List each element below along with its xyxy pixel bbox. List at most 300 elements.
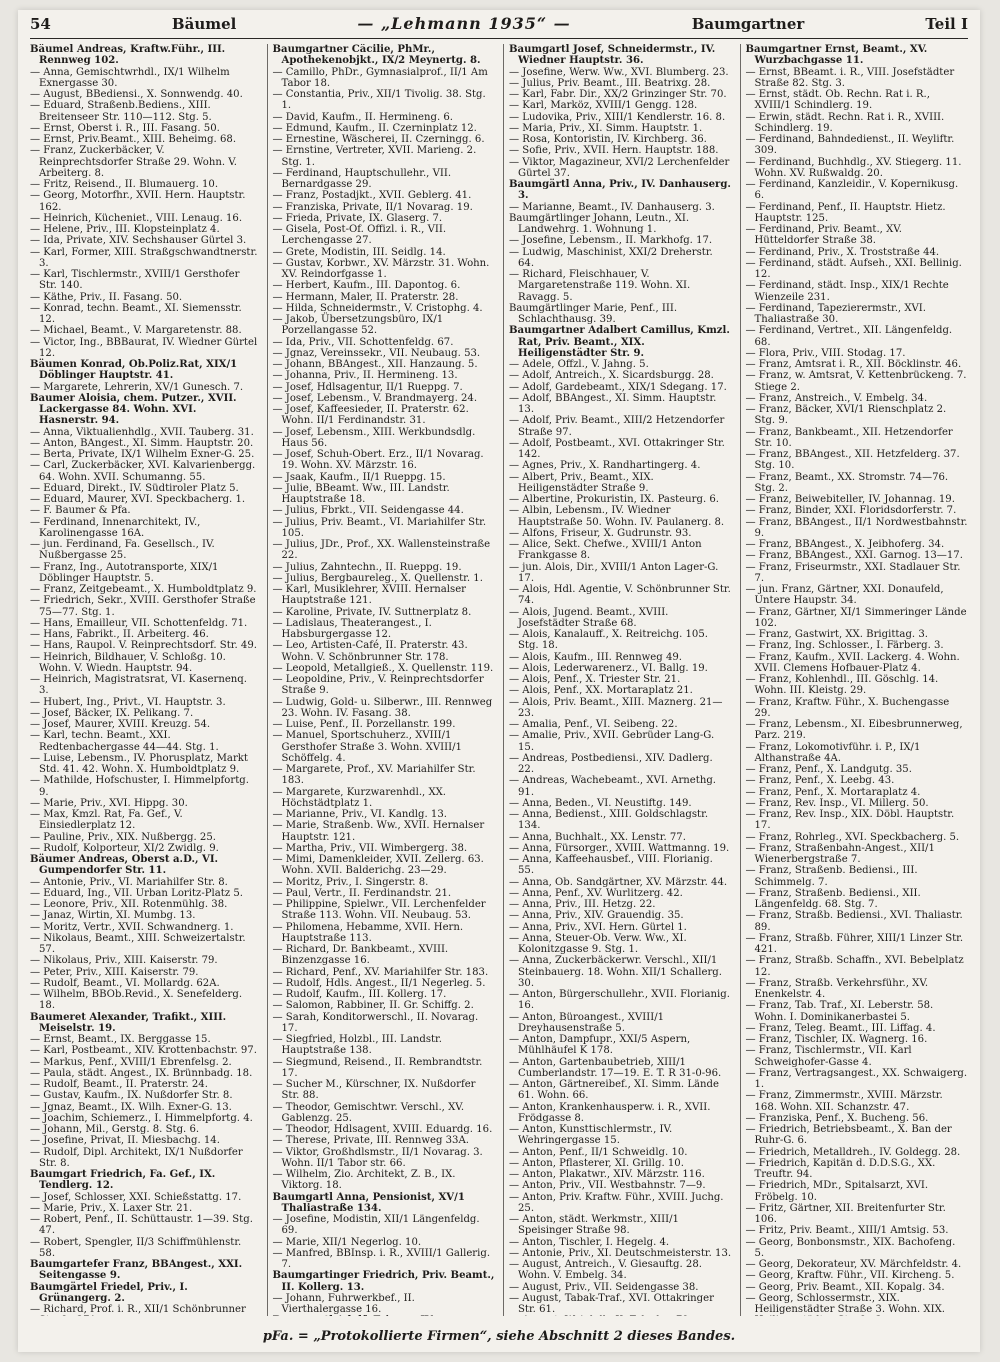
directory-entry: — David, Kaufm., II. Hermineng. 6. bbox=[272, 111, 453, 123]
directory-entry: — Hans, Fabrikt., II. Arbeiterg. 46. bbox=[30, 629, 209, 640]
directory-entry: — Anton, Krankenhausperw. i. R., XVII. Frödgasse 8. bbox=[509, 1101, 711, 1124]
surname-heading-entry: Baumgartner Cäcilie, PhMr., Apothekenobjkt., IX/2 Meynertg. 8. bbox=[272, 44, 481, 67]
directory-entry: — August, Tabak-Traf., XVI. Ottakringer Str. 61. bbox=[509, 1292, 714, 1315]
directory-entry: — Georg, Schlossermstr., XIX. Heiligenstädter Straße 3. Wohn. XIX. bbox=[745, 1292, 946, 1315]
directory-entry: — Anna, Zuckerbäckerwr. Verschl., XII/1 Steinbauerg. 18. Wohn. XII/1 Schallerg. 30. bbox=[509, 955, 722, 989]
directory-entry: — Anna, Priv., III. Hetzg. 22. bbox=[509, 899, 656, 910]
directory-entry: Baumgärtlinger Johann, Leutn., XI. Landwehrg. 1. Wohnung 1. bbox=[509, 212, 690, 235]
directory-entry: — Ferdinand, Vertret., XII. Längenfeldg. 68. bbox=[745, 325, 953, 348]
directory-entry: — Constantia, Priv., XII/1 Tivolig. 38. Stg. 1. bbox=[272, 89, 486, 112]
directory-entry: — Johann, BBAngest., XII. Hanzaung. 5. bbox=[272, 359, 478, 370]
directory-entry: — Josefine, Werw. Ww., XVI. Blumberg. 23. bbox=[509, 66, 729, 78]
directory-entry: — Leonore, Priv., XII. Rotenmühlg. 38. bbox=[30, 899, 228, 910]
directory-entry: — Adolf, BBAngest., XI. Simm. Hauptstr. 13. bbox=[509, 392, 717, 415]
directory-entry: — Rudolf, Dipl. Architekt, IX/1 Nußdorfer Str. 8. bbox=[30, 1146, 243, 1169]
directory-entry: — Rudolf, Beamt., VI. Mollardg. 62A. bbox=[30, 977, 220, 989]
surname-heading-entry: Bäumen Konrad, Ob.Poliz.Rat, XIX/1 Döblinger Hauptstr. 41. bbox=[30, 359, 238, 382]
directory-entry: — Anna, Priv., XVI. Hern. Gürtel 1. bbox=[509, 921, 687, 933]
directory-entry: — Andreas, Wachebeamt., XVI. Arnethg. 91. bbox=[509, 775, 717, 798]
directory-entry: — Alois, Penf., X. Triester Str. 21. bbox=[509, 674, 681, 685]
directory-entry: — Andreas, Postbediensi., XIV. Dadlerg. 22. bbox=[509, 752, 713, 775]
directory-entry: — Franz, Beiwebiteller, IV. Johannag. 19. bbox=[745, 494, 955, 505]
directory-entry: — Käthe, Priv., II. Fasang. 50. bbox=[30, 291, 183, 303]
surname-heading-entry: Baumgartefer Franz, BBAngest., XXI. Seitengasse 9. bbox=[30, 1259, 243, 1282]
directory-entry: — Ernestine, Wäscherei, II. Czerningg. 6. bbox=[272, 134, 485, 145]
directory-entry: — Adolf, Priv. Beamt., XIII/2 Hetzendorfer Straße 97. bbox=[509, 415, 725, 438]
directory-entry: — Julius, Fbrkt., VII. Seidengasse 44. bbox=[272, 505, 464, 517]
directory-entry: — Franz, Lebensm., XI. Eibesbrunnerweg, Parz. 219. bbox=[745, 719, 963, 742]
surname-heading-entry: Baumgartl Josef, Schneidermstr., IV. Wiedner Hauptstr. 36. bbox=[509, 44, 716, 67]
directory-entry: — Josef, Lebensm., XIII. Werkbundsdlg. Haus 56. bbox=[272, 426, 476, 449]
directory-entry: — Julius, Zahntechn., II. Rueppg. 19. bbox=[272, 561, 462, 573]
directory-entry: — Johann, Fuhrwerkbef., II. Vierthalergasse 16. bbox=[272, 1292, 415, 1315]
directory-entry: — Amalie, Priv., XVII. Gebrüder Lang-G. 15. bbox=[509, 730, 715, 753]
directory-entry: — Alois, Priv. Beamt., XIII. Maznerg. 21—23. bbox=[509, 696, 723, 719]
directory-entry: — Marie, Straßenb. Ww., XVII. Hernalser Hauptstr. 121. bbox=[272, 820, 485, 843]
directory-entry: — Rudolf, Kaufm., III. Kollerg. 17. bbox=[272, 989, 447, 1000]
directory-entry: — Anna, Buchhalt., XX. Lenstr. 77. bbox=[509, 831, 686, 843]
directory-entry: — Sarah, Konditorwerschl., II. Novarag. 17. bbox=[272, 1011, 479, 1034]
directory-entry: — Franz, Straßb. Schaffn., XVI. Bebelplatz 12. bbox=[745, 955, 964, 978]
directory-entry: — Berta, Private, IX/1 Wilhelm Exner-G. 25. bbox=[30, 449, 255, 460]
directory-entry: — August, Priv., VII. Seidengasse 38. bbox=[509, 1281, 699, 1293]
directory-entry: — Therese, Private, III. Rennweg 33A. bbox=[272, 1135, 469, 1147]
directory-entry: — Adolf, Antreich., X. Sicardsburgg. 28. bbox=[509, 370, 714, 382]
directory-entry: — Ferdinand, Tapezierermstr., XVI. Thaliastraße 30. bbox=[745, 302, 927, 325]
directory-entry: — Josefine, Privat, II. Miesbachg. 14. bbox=[30, 1135, 220, 1147]
directory-entry: — Theodor, Gemischtwr. Verschl., XV. Gablenzg. 25. bbox=[272, 1101, 465, 1124]
directory-entry: — Anna, Priv., XIV. Grauendig. 35. bbox=[509, 910, 684, 922]
directory-entry: — Adolf, Gardebeamt., XIX/1 Sdegang. 17. bbox=[509, 381, 727, 393]
directory-entry: — Viktor, Großhdlsmstr., II/1 Novarag. 3. Wohn. II/1 Tabor str. 66. bbox=[272, 1146, 483, 1169]
directory-entry: — Josef, Bäcker, IX. Pelikang. 7. bbox=[30, 707, 194, 719]
directory-entry: — Josef, Hdlsagentur, II/1 Rueppg. 7. bbox=[272, 381, 463, 393]
directory-entry: — Mathilde, Hofschuster, I. Himmelpfortg. 9. bbox=[30, 775, 249, 798]
directory-entry: — Leo, Artisten-Café, II. Praterstr. 43. Wohn. V. Schönbrunner Str. 178. bbox=[272, 640, 468, 663]
directory-entry: — Anton, Gärtnereibef., XI. Simm. Lände 61. Wohn. 66. bbox=[509, 1079, 719, 1102]
directory-entry: — Wilhelm, BBOb.Revid., X. Senefelderg. 18. bbox=[30, 989, 243, 1012]
directory-entry: — Franz, Penf., X. Landgutg. 35. bbox=[745, 764, 912, 775]
directory-entry: — Ferdinand, Priv., X. Troststraße 44. bbox=[745, 246, 940, 258]
directory-entry: — jun. Ferdinand, Fa. Gesellsch., IV. Nußbergasse 25. bbox=[30, 539, 215, 562]
directory-entry: — Leopoldine, Priv., V. Reinprechtsdorfer Straße 9. bbox=[272, 674, 484, 697]
directory-entry: — Ferdinand, Bahndedienst., II. Weyliftr. 309. bbox=[745, 134, 955, 157]
directory-entry: — Franz, Friseurmstr., XXI. Stadlauer Str. 7. bbox=[745, 561, 961, 584]
directory-entry: — Luise, Penf., II. Porzellanstr. 199. bbox=[272, 719, 456, 730]
directory-entry: — Anton, Büroangest., XVIII/1 Dreyhausenstraße 5. bbox=[509, 1011, 665, 1034]
directory-entry: — Manuel, Sportschuherz., XVIII/1 Gersthofer Straße 3. Wohn. XVIII/1 Schöffelg. 4. bbox=[272, 730, 462, 764]
surname-heading-entry: Bäumel Andreas, Kraftw.Führ., III. Rennweg 102. bbox=[30, 44, 226, 67]
directory-entry: — Anton, Dampfupr., XXI/5 Aspern, Mühlhäufel K 178. bbox=[509, 1034, 691, 1057]
directory-entry: — Ferdinand, Penf., II. Hauptstr. Hietz. Hauptstr. 125. bbox=[745, 201, 946, 224]
directory-entry: — Franz, Rev. Insp., VI. Millerg. 50. bbox=[745, 797, 929, 809]
directory-entry: — Paul, Vertr., II. Ferdinandstr. 21. bbox=[272, 887, 452, 899]
directory-entry: — Anna, Viktualienhdlg., XVII. Tauberg. 31. bbox=[30, 426, 254, 438]
directory-entry: — Nikolaus, Beamt., XIII. Schweizertalstr. 57. bbox=[30, 932, 246, 955]
directory-entry: — Anna, Steuer-Ob. Verw. Ww., XI. Kolonitzgasse 9. Stg. 1. bbox=[509, 932, 687, 955]
column-3 bbox=[503, 44, 732, 1316]
directory-entry: — Franz, Beamt., XX. Stromstr. 74—76. Stg. 2. bbox=[745, 471, 949, 494]
directory-entry: — Albin, Lebensm., IV. Wiedner Hauptstraße 50. Wohn. IV. Paulanerg. 8. bbox=[509, 505, 725, 528]
page-header bbox=[30, 14, 968, 39]
directory-entry: — Franz, Postadjkt., XVII. Geblerg. 41. bbox=[272, 190, 472, 202]
page-title: — „Lehmann 1935“ — bbox=[357, 14, 571, 33]
directory-entry: — Jsaak, Kaufm., II/1 Rueppg. 15. bbox=[272, 471, 446, 483]
directory-entry: — Siegmund, Reisend., II. Rembrandtstr. 17. bbox=[272, 1056, 483, 1079]
directory-entry: — Marie, Priv., X. Laxer Str. 21. bbox=[30, 1202, 193, 1214]
page-footer-note: pFa. = „Protokollierte Firmen“, siehe Abschnitt 2 dieses Bandes. bbox=[262, 1329, 736, 1344]
directory-entry: — Karl, Former, XIII. Straßgschwandtnerstr. 3. bbox=[30, 246, 258, 269]
directory-entry: — Ida, Priv., VII. Schottenfeldg. 67. bbox=[272, 336, 454, 348]
surname-heading-entry: Baumgartner Adalbert Camillus, Kmzl. Rat, Priv. Beamt., XIX. Heiligenstädter Str. 9. bbox=[509, 325, 730, 359]
directory-entry: — Anton, Bürgerschullehr., XVII. Florianig. 16. bbox=[509, 989, 730, 1012]
directory-entry: — Antonie, Priv., XI. Deutschmeisterstr. 13. bbox=[509, 1247, 732, 1259]
directory-entry: — Albert, Priv., Beamt., XIX. Heiligenstädter Straße 9. bbox=[509, 471, 654, 494]
directory-entry: — Eduard, Ing., VII. Urban Loritz-Platz 5. bbox=[30, 887, 243, 899]
directory-entry: — Wilhelm, Zio. Architekt, Z. B., IX. Viktorg. 18. bbox=[272, 1169, 456, 1192]
directory-entry: — Ferdinand, Innenarchitekt, IV., Karolinengasse 16A. bbox=[30, 516, 201, 539]
directory-entry: — F. Baumer & Pfa. bbox=[30, 505, 131, 517]
directory-entry: — Franz, Straßb. Verkehrsführ., XV. Enenkelstr. 4. bbox=[745, 977, 929, 1000]
directory-entry: — Alois, Jugend. Beamt., XVIII. Josefstädter Straße 68. bbox=[509, 606, 669, 629]
directory-entry: — Ernst, Priv.Beamt., XIII. Beheimg. 68. bbox=[30, 134, 237, 145]
directory-entry: — Franz, Gastwirt, XX. Brigittag. 3. bbox=[745, 629, 928, 640]
directory-entry: — Adolf, Postbeamt., XVI. Ottakringer Str. 142. bbox=[509, 437, 725, 460]
directory-entry: — Janaz, Wirtin, XI. Mumbg. 13. bbox=[30, 910, 196, 922]
directory-entry: — Franz, Kohlenhdl., III. Göschlg. 14. Wohn. III. Kleistg. 29. bbox=[745, 674, 939, 697]
directory-entry: — Josef, Lebensm., V. Brandmayerg. 24. bbox=[272, 392, 478, 404]
directory-entry: — Anton, Plakatwr., XIV. Märzstr. 116. bbox=[509, 1169, 705, 1180]
directory-entry: — Julie, BBeamt. Ww., III. Landstr. Hauptstraße 18. bbox=[272, 482, 450, 505]
directory-entry: — Michael, Beamt., V. Margaretenstr. 88. bbox=[30, 325, 242, 337]
directory-entry: — Friedrich, Betriebsbeamt., X. Ban der Ruhr-G. 6. bbox=[745, 1124, 952, 1147]
directory-entry: — Karl, Tischlermstr., XVIII/1 Gersthofer Str. 140. bbox=[30, 269, 240, 292]
surname-heading-entry: Baumer Aloisia, chem. Putzer., XVII. Lackergasse 84. Wohn. XVI. Hasnerstr. 94. bbox=[30, 392, 237, 427]
directory-entry: — Franz, Teleg. Beamt., III. Liffag. 4. bbox=[745, 1022, 936, 1034]
directory-entry: — Friedrich, Metalldreh., IV. Goldegg. 28. bbox=[745, 1146, 961, 1158]
directory-entry: — Richard, Fleischhauer, V. Margaretenstraße 119. Wohn. XI. Ravagg. 5. bbox=[509, 269, 691, 303]
directory-entry: — Franz, Anstreich., V. Embelg. 34. bbox=[745, 392, 928, 404]
directory-entry: — Franz, Vertragsangest., XX. Schwaigerg. 1. bbox=[745, 1067, 968, 1090]
directory-entry: — Hans, Raupol. V. Reinprechtsdorf. Str. 49. bbox=[30, 640, 257, 652]
directory-entry: — Agnes, Priv., X. Randhartingerg. 4. bbox=[509, 460, 701, 472]
directory-entry: — Alois, Penf., XX. Mortaraplatz 21. bbox=[509, 685, 693, 697]
directory-entry: — Franz, Tischlermstr., VII. Karl Schweighofer-Gasse 4. bbox=[745, 1045, 912, 1068]
directory-entry: — Ernstine, Vertreter, XVII. Marieng. 2. Stg. 1. bbox=[272, 145, 477, 168]
directory-entry: — Anton, städt. Werkmstr., XIII/1 Speisinger Straße 98. bbox=[509, 1214, 679, 1237]
directory-entry: — Franz, Straßenb. Bediensi., XII. Längenfeldg. 68. Stg. 7. bbox=[745, 887, 921, 910]
directory-entry: — Friedrich, Kapitän d. D.D.S.G., XX. Treuftr. 94. bbox=[745, 1157, 936, 1180]
surname-heading-entry: Baumeret Alexander, Trafikt., XIII. Meiselstr. 19. bbox=[30, 1011, 227, 1034]
header-left-word: Bäumel bbox=[171, 15, 237, 33]
directory-entry: — Albertine, Prokuristin, IX. Pasteurg. 6. bbox=[509, 494, 719, 505]
directory-entry bbox=[509, 1315, 732, 1316]
directory-entry: — Franz, Straßenbahn-Angest., XII/1 Wienerbergstraße 7. bbox=[745, 842, 935, 865]
directory-entry: — Franz, Straßenb. Bediensi., III. Schimmelg. 7. bbox=[745, 865, 918, 888]
directory-entry: — Franz, BBAngest., II/1 Nordwestbahnstr. 9. bbox=[745, 516, 968, 539]
directory-entry: — Karl, Musiklehrer, XVIII. Hernalser Hauptstraße 121. bbox=[272, 584, 467, 607]
directory-entry: — Alice, Sekt. Chefwe., XVIII/1 Anton Frankgasse 8. bbox=[509, 539, 702, 562]
directory-entry: — Leopold, Metallgieß., X. Quellenstr. 119. bbox=[272, 662, 494, 674]
directory-entry: — Grete, Modistin, III. Seidlg. 14. bbox=[272, 246, 446, 258]
directory-entry: — Salomon, Rabbiner, II. Gr. Schiffg. 2. bbox=[272, 1000, 474, 1012]
directory-entry: — Franz, BBAngest., XII. Hetzfelderg. 37. Stg. 10. bbox=[745, 449, 960, 472]
directory-entry: — Anton, Pflasterer, XI. Grillg. 10. bbox=[509, 1157, 684, 1169]
directory-entry: — Marianne, Priv., VI. Kandlg. 13. bbox=[272, 809, 447, 820]
directory-entry: — Maria, Priv., XI. Simm. Hauptstr. 1. bbox=[509, 122, 703, 134]
directory-entry: — Peter, Priv., XIII. Kaiserstr. 79. bbox=[30, 966, 199, 978]
directory-entry: — Paula, städt. Angest., IX. Brünnbadg. 18. bbox=[30, 1067, 253, 1079]
directory-entry: — Karl, Marköz, XVIII/1 Gengg. 128. bbox=[509, 100, 698, 112]
directory-entry: — Anna, Fürsorger., XVIII. Wattmanng. 19. bbox=[509, 842, 730, 854]
directory-entry: — Eduard, Maurer, XVI. Speckbacherg. 1. bbox=[30, 494, 246, 505]
directory-entry: — Franz, Ing. Schlosser., I. Färberg. 3. bbox=[745, 640, 944, 652]
directory-entry: — Anton, Priv., VII. Westbahnstr. 7—9. bbox=[509, 1180, 706, 1192]
directory-entry: — Rosa, Kontoristin, IV. Kirchberg. 36. bbox=[509, 134, 707, 145]
directory-entry: — Julius, JDr., Prof., XX. Wallensteinstraße 22. bbox=[272, 539, 491, 562]
directory-entry: — Josefine, Modistin, XII/1 Längenfeldg. 69. bbox=[272, 1214, 480, 1237]
directory-entry: Baumgärtlinger Marie, Penf., III. Schlachthausg. 39. bbox=[509, 302, 678, 325]
directory-entry: — Franziska, Private, II/1 Novarag. 19. bbox=[272, 201, 473, 213]
directory-entry: — Anna, Kaffeehausbef., VIII. Florianig. 55. bbox=[509, 854, 713, 877]
directory-entry: — Fritz, Reisend., II. Blumauerg. 10. bbox=[30, 179, 219, 190]
directory-entry: — Heinrich, Magistratsrat, VI. Kasernenq. 3. bbox=[30, 674, 247, 697]
entry-columns bbox=[30, 44, 968, 1316]
directory-entry: — Manfred, BBInsp. i. R., XVIII/1 Gallerig. 7. bbox=[272, 1247, 491, 1270]
directory-entry: — Max, Kmzl. Rat, Fa. Gef., V. Einsiedlerplatz 12. bbox=[30, 809, 183, 832]
directory-entry: — Josef, Kaffeesieder, II. Praterstr. 62. Wohn. II/1 Ferdinandstr. 31. bbox=[272, 404, 469, 427]
directory-entry: — Franz, Rohrleg., XVI. Speckbacherg. 5. bbox=[745, 831, 960, 843]
directory-entry: — Ludwig, Gold- u. Silberwr., III. Rennweg 23. Wohn. IV. Fasang. 38. bbox=[272, 696, 493, 719]
directory-entry: — Anton, Tischler, I. Hegelg. 4. bbox=[509, 1236, 670, 1248]
directory-entry: — Ida, Private, XIV. Sechshauser Gürtel 3. bbox=[30, 235, 247, 247]
directory-entry: — Anna, Beden., VI. Neustiftg. 149. bbox=[509, 797, 692, 809]
directory-entry: — Moritz, Vertr., XVII. Schwandnerg. 1. bbox=[30, 921, 234, 933]
directory-entry: — Konrad, techn. Beamt., XI. Siemensstr. 12. bbox=[30, 302, 242, 325]
directory-entry: — Carl, Zuckerbäcker, XVI. Kalvarienbergg. 64. Wohn. XVII. Schumanng. 55. bbox=[30, 460, 256, 483]
directory-entry: — Karl, Fabr. Dir., XX/2 Grinzinger Str. 70. bbox=[509, 89, 727, 100]
directory-entry: — Heinrich, Bildhauer, V. Schloßg. 10. Wohn. V. Wiedn. Hauptstr. 94. bbox=[30, 651, 226, 674]
directory-entry: — Joachim, Schiemerz., I. Himmelpfortg. 4. bbox=[30, 1112, 253, 1124]
directory-entry: — Victor, Ing., BBBaurat, IV. Wiedner Gürtel 12. bbox=[30, 336, 258, 359]
directory-entry: — Siegfried, Holzbl., III. Landstr. Hauptstraße 138. bbox=[272, 1034, 442, 1057]
directory-entry: — Sofie, Priv., XVII. Hern. Hauptstr. 188. bbox=[509, 145, 719, 157]
surname-heading-entry: Baumgartinger Friedrich, Priv. Beamt., II. Kollerg. 13. bbox=[272, 1270, 495, 1293]
directory-entry: — Friedrich, MDr., Spitalsarzt, XVI. Fröbelg. 10. bbox=[745, 1180, 929, 1203]
directory-entry: — Franz, Rev. Insp., XIX. Döbl. Hauptstr. 17. bbox=[745, 809, 955, 832]
directory-entry: — Franz, Tab. Traf., XI. Leberstr. 58. Wohn. I. Dominikanerbastei 5. bbox=[745, 1000, 934, 1023]
surname-heading-entry: Bäumer Andreas, Oberst a.D., VI. Gumpendorfer Str. 11. bbox=[30, 854, 219, 877]
part-label: Teil I bbox=[925, 15, 968, 33]
surname-heading-entry: Baumgartl Anna, Pensionist, XV/1 Thaliastraße 134. bbox=[272, 1191, 465, 1214]
directory-entry: — Alois, Lederwarenerz., VI. Ballg. 19. bbox=[509, 662, 708, 674]
directory-entry: — Ernst, BBeamt. i. R., VIII. Josefstädter Straße 82. Stg. 3. bbox=[745, 66, 955, 89]
directory-entry: — Franz, Binder, XXI. Floridsdorferstr. 7. bbox=[745, 505, 957, 517]
directory-entry: — Philomena, Hebamme, XVII. Hern. Hauptstraße 113. bbox=[272, 921, 464, 944]
directory-entry: — Rudolf, Hdls. Angest., II/1 Negerleg. 5. bbox=[272, 977, 486, 989]
directory-entry: — Josefine, Lebensm., II. Markhofg. 17. bbox=[509, 235, 713, 247]
directory-entry: — Robert, Penf., II. Schüttaustr. 1—39. Stg. 47. bbox=[30, 1214, 253, 1237]
directory-entry: — Anton, BAngest., XI. Simm. Hauptstr. 20. bbox=[30, 437, 254, 449]
directory-entry: — Moritz, Priv., I. Singerstr. 8. bbox=[272, 876, 429, 888]
column-2 bbox=[267, 44, 496, 1316]
page-number: 54 bbox=[30, 15, 51, 33]
directory-entry: — Eduard, Straßenb.Bediens., XIII. Breitenseer Str. 110—112. Stg. 5. bbox=[30, 100, 212, 123]
directory-entry: — Margarete, Prof., XV. Mariahilfer Str. 183. bbox=[272, 764, 476, 787]
directory-entry: — Fritz, Gärtner, XII. Breitenfurter Str. 106. bbox=[745, 1202, 946, 1225]
directory-entry: — Ludwig, Maschinist, XXI/2 Dreherstr. 64. bbox=[509, 246, 713, 269]
directory-entry: — Jgnaz, Vereinssekr., VII. Neubaug. 53. bbox=[272, 347, 481, 359]
directory-entry: — Ferdinand, städt. Aufseh., XXI. Bellinig. 12. bbox=[745, 257, 962, 280]
directory-entry: — Alfons, Friseur, X. Gudrunstr. 93. bbox=[509, 527, 692, 539]
directory-entry: — Julius, Priv. Beamt., VI. Mariahilfer Str. 105. bbox=[272, 516, 487, 539]
directory-entry: — Martha, Priv., VII. Wimbergerg. 38. bbox=[272, 842, 468, 854]
directory-entry: — Fritz, Priv. Beamt., XIII/1 Amtsig. 53. bbox=[745, 1225, 949, 1237]
directory-entry: — jun. Franz, Gärtner, XXI. Donaufeld, Untere Haupstr. 34. bbox=[745, 584, 944, 607]
directory-entry: — Ladislaus, Theaterangest., I. Habsburgergasse 12. bbox=[272, 617, 432, 640]
directory-entry: — Marie, XII/1 Negerlog. 10. bbox=[272, 1236, 422, 1248]
directory-entry: — Franz, w. Amtsrat, V. Kettenbrückeng. 7. Stiege 2. bbox=[745, 370, 967, 393]
directory-entry: — Jgnaz, Beamt., IX. Wilh. Exner-G. 13. bbox=[30, 1101, 232, 1113]
directory-entry: — Alois, Kanalauff., X. Reitreichg. 105. Stg. 18. bbox=[509, 629, 708, 652]
directory-entry: — Johanna, Priv., II. Hermineng. 13. bbox=[272, 370, 458, 382]
directory-entry: — Amalia, Penf., VI. Seibeng. 22. bbox=[509, 719, 678, 730]
directory-entry: — Franz, Bäcker, XVI/1 Rienschplatz 2. Stg. 9. bbox=[745, 404, 947, 427]
directory-entry: — Franz, Bankbeamt., XII. Hetzendorfer Str. 10. bbox=[745, 426, 953, 449]
header-right-word: Baumgartner bbox=[691, 15, 805, 33]
surname-heading-entry bbox=[273, 1315, 496, 1316]
directory-entry: — Anton, Priv. Kraftw. Führ., XVIII. Juchg. 25. bbox=[509, 1191, 724, 1214]
directory-entry: — Josef, Schlosser, XXI. Schießstattg. 17. bbox=[30, 1191, 242, 1203]
directory-entry: — Ludovika, Priv., XIII/1 Kendlerstr. 16. 8. bbox=[509, 111, 726, 123]
column-1 bbox=[30, 44, 259, 1316]
directory-entry: — Hilda, Schneidermstr., V. Cristophg. 4. bbox=[272, 302, 483, 314]
surname-heading-entry: Baumgartner Ernst, Beamt., XV. Wurzbachgasse 11. bbox=[745, 44, 928, 67]
directory-entry: — August, BBediensi., X. Sonnwendg. 40. bbox=[30, 89, 243, 100]
directory-entry: — Franz, Gärtner, XI/1 Simmeringer Lände 102. bbox=[745, 606, 967, 629]
directory-entry: — Hubert, Ing., Privt., VI. Hauptstr. 3. bbox=[30, 696, 226, 708]
directory-entry: — Rudolf, Kolporteur, XI/2 Zwidlg. 9. bbox=[30, 842, 219, 854]
directory-entry: — Heinrich, Kücheniet., VIII. Lenaug. 16. bbox=[30, 212, 243, 224]
directory-entry: — Josef, Maurer, XVIII. Kreuzg. 54. bbox=[30, 719, 211, 730]
directory-entry: — Margarete, Lehrerin, XV/1 Gunesch. 7. bbox=[30, 381, 244, 393]
directory-entry: — Franz, Kaufm., XVII. Lackerg. 4. Wohn. XVII. Clemens Hofbauer-Platz 4. bbox=[745, 651, 960, 674]
directory-entry: — Julius, Bergbaureleg., X. Quellenstr. 1. bbox=[272, 572, 483, 584]
surname-heading-entry: Baumgärtl Anna, Priv., IV. Danhauserg. 3. bbox=[509, 179, 731, 202]
directory-entry: — Anna, Gemischtwrhdl., IX/1 Wilhelm Exnergasse 30. bbox=[30, 66, 230, 89]
directory-entry: — Alois, Hdl. Agentie, V. Schönbrunner Str. 74. bbox=[509, 584, 731, 607]
directory-entry: — Hermann, Maler, II. Praterstr. 28. bbox=[272, 291, 459, 303]
directory-entry: — Marianne, Beamt., IV. Danhauserg. 3. bbox=[509, 201, 715, 213]
directory-entry: — Herbert, Kaufm., III. Dapontog. 6. bbox=[272, 280, 461, 292]
directory-entry: — Hans, Emailleur, VII. Schottenfeldg. 71. bbox=[30, 617, 248, 629]
directory-entry: — Philippine, Spielwr., VII. Lerchenfelder Straße 113. Wohn. VII. Neubaug. 53. bbox=[272, 899, 486, 922]
directory-entry: — Viktor, Magazineur, XVI/2 Lerchenfelder Gürtel 37. bbox=[509, 156, 730, 179]
directory-entry: — Franz, Straßb. Bediensi., XVI. Thaliastr. 89. bbox=[745, 910, 963, 933]
directory-entry: — Marie, Priv., XVI. Hippg. 30. bbox=[30, 797, 188, 809]
directory-entry: — Anton, Gartenbaubetrieb, XIII/1 Cumberlandstr. 17—19. E. T. R 31-0-96. bbox=[509, 1056, 722, 1079]
directory-entry: — Franz, Penf., X. Mortaraplatz 4. bbox=[745, 786, 921, 798]
directory-entry: — Georg, Dekorateur, XV. Märchfeldstr. 4. bbox=[745, 1259, 962, 1270]
directory-entry: — Antonie, Priv., VI. Mariahilfer Str. 8. bbox=[30, 876, 228, 888]
directory-entry: — Anton, Penf., II/1 Schweidlg. 10. bbox=[509, 1146, 688, 1158]
directory-entry: — Georg, Priv. Beamt., XII. Kopalg. 34. bbox=[745, 1281, 945, 1293]
directory-entry: — Anna, Penf., XV. Wurlitzerg. 42. bbox=[509, 887, 683, 899]
directory-entry: — Erwin, städt. Rechn. Rat i. R., XVIII. Schindlerg. 19. bbox=[745, 111, 945, 134]
directory-entry: — Ferdinand, Kanzleidir., V. Kopernikusg. 6. bbox=[745, 179, 959, 202]
directory-entry: — Richard, Dr. Bankbeamt., XVIII. Binzenzgasse 16. bbox=[272, 944, 449, 967]
directory-entry: — Karl, Postbeamt., XIV. Krottenbachstr. 97. bbox=[30, 1045, 257, 1057]
directory-entry: — Franz, BBAngest., XXI. Garnog. 13—17. bbox=[745, 550, 963, 562]
directory-entry: — Georg, Bonbonsmstr., XIX. Bachofeng. 5. bbox=[745, 1236, 956, 1259]
directory-entry: — Alois, Kaufm., III. Rennweg 49. bbox=[509, 651, 683, 663]
directory-entry: — Ferdinand, Priv. Beamt., XV. Hütteldorfer Straße 38. bbox=[745, 224, 902, 247]
directory-entry: — Franz, Penf., X. Leebg. 43. bbox=[745, 775, 895, 787]
directory-entry: — Ernst, Oberst i. R., III. Fasang. 50. bbox=[30, 122, 220, 134]
directory-entry: — Margarete, Kurzwarenhdl., XX. Höchstädtplatz 1. bbox=[272, 786, 447, 809]
directory-entry: — Camillo, PhDr., Gymnasialprof., II/1 Am Tabor 18. bbox=[272, 66, 488, 89]
directory-entry: — Franz, Amtsrat i. R., XII. Böcklinstr. 46. bbox=[745, 359, 962, 370]
directory-entry: — Mimi, Damenkleider, XVII. Zellerg. 63. Wohn. XVII. Balderichg. 23—29. bbox=[272, 854, 484, 877]
directory-entry: — Franz, Tischler, IX. Wagnerg. 16. bbox=[745, 1034, 928, 1045]
directory-entry: — Frieda, Private, IX. Glaserg. 7. bbox=[272, 212, 443, 224]
directory-entry: — Friedrich, Sekr., XVIII. Gersthofer Straße 75—77. Stg. 1. bbox=[30, 595, 256, 618]
directory-entry: — Gustav, Korbwr., XV. Märzstr. 31. Wohn. XV. Reindorfgasse 1. bbox=[272, 257, 490, 280]
surname-heading-entry: Baumgart Friedrich, Fa. Gef., IX. Tendlerg. 12. bbox=[30, 1169, 216, 1192]
directory-entry: — August, Antreich., V. Giesauftg. 28. Wohn. V. Embelg. 34. bbox=[509, 1259, 702, 1282]
surname-heading-entry: Baumgärtel Friedel, Priv., I. Grünangerg. 2. bbox=[30, 1281, 188, 1304]
directory-page bbox=[18, 10, 980, 1352]
directory-entry: — Anton, Kunsttischlermstr., IV. Wehringergasse 15. bbox=[509, 1124, 673, 1147]
directory-entry: — Ferdinand, städt. Insp., XIX/1 Rechte Wienzeile 231. bbox=[745, 280, 949, 303]
directory-entry: — Nikolaus, Priv., XIII. Kaiserstr. 79. bbox=[30, 955, 218, 967]
directory-entry: — Anna, Bedienst., XIII. Goldschlagstr. 134. bbox=[509, 809, 709, 832]
directory-entry: — Josef, Schuh-Obert. Erz., II/1 Novarag. 19. Wohn. XV. Märzstr. 16. bbox=[272, 449, 484, 472]
directory-entry: — Luise, Lebensm., IV. Phorusplatz, Markt Std. 41. 42. Wohn. X. Humboldtplatz 9. bbox=[30, 752, 248, 775]
directory-entry: — Gisela, Post-Of. Offizl. i. R., VII. Lerchengasse 27. bbox=[272, 224, 447, 247]
directory-entry: — Eduard, Direkt., IV. Südtiroler Platz 5. bbox=[30, 482, 239, 494]
directory-entry: — jun. Alois, Dir., XVIII/1 Anton Lager-G. 17. bbox=[509, 561, 719, 584]
directory-entry: — Anna, Ob. Sandgärtner, XV. Märzstr. 44. bbox=[509, 876, 728, 888]
directory-entry: — Edmund, Kaufm., II. Czerninplatz 12. bbox=[272, 122, 477, 134]
directory-entry: — Robert, Spengler, II/3 Schiffmühlenstr. 58. bbox=[30, 1236, 242, 1259]
directory-entry: — Adele, Offzl., V. Jahng. 5. bbox=[509, 359, 649, 370]
directory-entry: — Gustav, Kaufm., IX. Nußdorfer Str. 8. bbox=[30, 1090, 233, 1102]
directory-entry: — Ernst, Beamt., IX. Berggasse 15. bbox=[30, 1034, 211, 1045]
directory-entry: — Markus, Penf., XVIII/1 Ebrenfelsg. 2. bbox=[30, 1056, 232, 1068]
directory-entry: — Helene, Priv., III. Klopsteinplatz 4. bbox=[30, 224, 220, 235]
directory-entry: — Ernst, städt. Ob. Rechn. Rat i. R., XVIII/1 Schindlerg. 19. bbox=[745, 89, 930, 112]
directory-entry: — Franz, Zuckerbäcker, V. Reinprechtsdorfer Straße 29. Wohn. V. Arbeiterg. 8. bbox=[30, 145, 237, 179]
directory-entry: — Franziska, Penf., X. Bucheng. 56. bbox=[745, 1112, 929, 1124]
directory-entry: — Franz, BBAngest., X. Jeibhoferg. 34. bbox=[745, 539, 945, 550]
directory-entry: — Richard, Prof. i. R., XII/1 Schönbrunner bbox=[30, 1304, 246, 1315]
directory-entry: — Jakob, Übersetzungsbüro, IX/1 Porzellangasse 52. bbox=[272, 314, 444, 337]
directory-entry: — Karoline, Private, IV. Suttnerplatz 8. bbox=[272, 606, 472, 618]
directory-entry: — Franz, Straßb. Führer, XIII/1 Linzer Str. 421. bbox=[745, 932, 964, 955]
directory-entry: — Franz, Ing., Autotransporte, XIX/1 Döblinger Hauptstr. 5. bbox=[30, 561, 219, 584]
directory-entry: — Rudolf, Beamt., II. Praterstr. 24. bbox=[30, 1079, 208, 1090]
directory-entry: — Richard, Penf., XV. Mariahilfer Str. 183. bbox=[272, 966, 489, 978]
directory-entry: — Franz, Zimmermstr., XVIII. Märzstr. 168. Wohn. XII. Schanzstr. 47. bbox=[745, 1090, 943, 1113]
directory-entry: — Johann, Mil., Gerstg. 8. Stg. 6. bbox=[30, 1124, 200, 1135]
directory-entry: — Ferdinand, Buchhdlg., XV. Stiegerg. 11. Wohn. XV. Rußwaldg. 20. bbox=[745, 156, 962, 179]
directory-entry: — Julius, Priv. Beamt., III. Beatrixg. 28. bbox=[509, 77, 711, 89]
directory-entry: — Pauline, Priv., XIX. Nußbergg. 25. bbox=[30, 831, 216, 843]
column-4 bbox=[740, 44, 969, 1316]
directory-entry: — Franz, Zeitgebeamt., X. Humboldtplatz 9. bbox=[30, 584, 257, 595]
directory-entry: — Franz, Lokomotivführ. i. P., IX/1 Althanstraße 4A. bbox=[745, 741, 921, 764]
